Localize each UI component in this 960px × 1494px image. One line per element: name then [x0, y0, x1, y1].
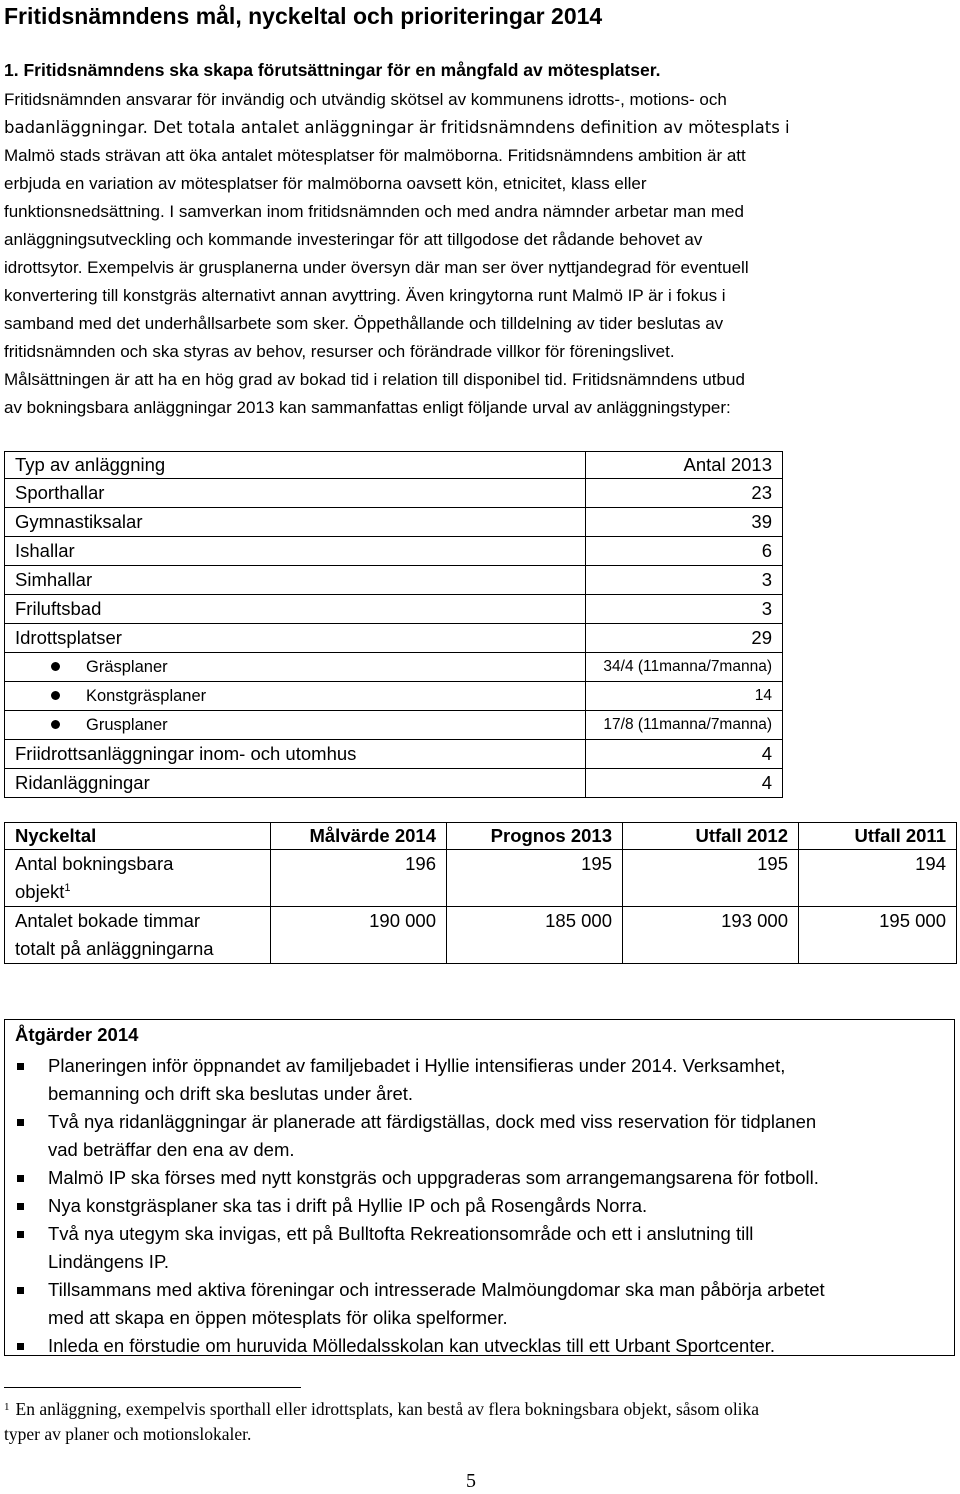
bullet-dot-icon: [51, 720, 60, 729]
kpi-value: 185 000: [447, 907, 623, 964]
kpi-table: [4, 822, 957, 964]
list-item-line: med att skapa en öppen mötesplats för olika spelformer.: [48, 1307, 508, 1328]
list-item-line: Två nya ridanläggningar är planerade att färdigställas, dock med viss reservation för tidplanen: [48, 1111, 817, 1132]
table-row: [5, 537, 783, 566]
list-item-line: Nya konstgräsplaner ska tas i drift på Hyllie IP och på Rosengårds Norra.: [48, 1195, 648, 1216]
table-row: [5, 907, 957, 964]
facility-subtype: [5, 682, 586, 711]
paragraph-line: av bokningsbara anläggningar 2013 kan sammanfattas enligt följande urval av anläggningstyper:: [4, 398, 731, 417]
facility-count: 6: [586, 537, 783, 566]
list-item: [13, 1192, 943, 1220]
table-row: [5, 595, 783, 624]
kpi-value: 195: [447, 850, 623, 907]
list-item: [13, 1052, 943, 1108]
paragraph-line: samband med det underhållsarbete som sker. Öppethållande och tilldelning av tider beslutas av: [4, 314, 724, 333]
actions-list: [13, 1052, 943, 1360]
footnote-text: En anläggning, exempelvis sporthall eller idrottsplats, kan bestå av flera bokningsbara objekt, såsom olika: [15, 1399, 760, 1419]
facility-subtype-label: Gräsplaner: [86, 658, 168, 676]
kpi-label-line: Antal bokningsbara: [15, 853, 174, 874]
list-item: [13, 1220, 943, 1276]
table-row: [5, 566, 783, 595]
footnote-ref: 1: [64, 882, 71, 894]
facility-type: Ishallar: [5, 537, 586, 566]
section-heading: 1. Fritidsnämndens ska skapa förutsättningar för en mångfald av mötesplatser.: [4, 60, 661, 80]
facility-type: Idrottsplatser: [5, 624, 586, 653]
list-item: [13, 1164, 943, 1192]
list-item-line: Tillsammans med aktiva föreningar och intresserade Malmöungdomar ska man påbörja arbetet: [48, 1279, 825, 1300]
kpi-label: [5, 907, 271, 964]
footnote-line: [4, 1397, 944, 1422]
square-bullet-icon: [17, 1203, 24, 1210]
table-header-row: [5, 452, 783, 479]
column-header-type: Typ av anläggning: [5, 452, 586, 479]
list-item-line: vad beträffar den ena av dem.: [48, 1139, 295, 1160]
facility-count: 23: [586, 479, 783, 508]
column-header-count: Antal 2013: [586, 452, 783, 479]
kpi-label-line: Antalet bokade timmar: [15, 910, 201, 931]
footnote: [4, 1397, 944, 1447]
paragraph-line: Malmö stads strävan att öka antalet mötesplatser för malmöborna. Fritidsnämndens ambition är att: [4, 146, 746, 165]
kpi-value: 194: [799, 850, 957, 907]
square-bullet-icon: [17, 1231, 24, 1238]
column-header-forecast-2013: Prognos 2013: [447, 823, 623, 850]
facility-subtype: [5, 711, 586, 740]
square-bullet-icon: [17, 1287, 24, 1294]
square-bullet-icon: [17, 1343, 24, 1350]
table-row: [5, 479, 783, 508]
facility-count: 3: [586, 566, 783, 595]
kpi-label: [5, 850, 271, 907]
kpi-value: 190 000: [271, 907, 447, 964]
kpi-value: 195 000: [799, 907, 957, 964]
paragraph-line: badanläggningar. Det totala antalet anläggningar är fritidsnämndens definition av mötesplats i: [4, 118, 790, 137]
list-item-line: Malmö IP ska förses med nytt konstgräs och uppgraderas som arrangemangsarena för fotboll.: [48, 1167, 819, 1188]
facility-count: 39: [586, 508, 783, 537]
facility-subtype-count: 14: [586, 682, 783, 711]
table-subrow: [5, 653, 783, 682]
list-item-line: Två nya utegym ska invigas, ett på Bulltofta Rekreationsområde och ett i anslutning till: [48, 1223, 754, 1244]
facility-count: 29: [586, 624, 783, 653]
page-number: 5: [466, 1470, 476, 1492]
paragraph-line: erbjuda en variation av mötesplatser för malmöborna oavsett kön, etnicitet, klass eller: [4, 174, 647, 193]
facility-subtype: [5, 653, 586, 682]
facility-type: Simhallar: [5, 566, 586, 595]
kpi-label-line: totalt på anläggningarna: [15, 938, 214, 959]
bullet-dot-icon: [51, 662, 60, 671]
kpi-label-line: objekt: [15, 881, 65, 902]
table-header-row: [5, 823, 957, 850]
list-item: [13, 1332, 943, 1360]
facility-type: Sporthallar: [5, 479, 586, 508]
table-subrow: [5, 682, 783, 711]
footnote-line: typer av planer och motionslokaler.: [4, 1424, 252, 1444]
paragraph-line: idrottsytor. Exempelvis är grusplanerna under översyn där man ser över nyttjandegrad för eventuell: [4, 258, 749, 277]
paragraph-line: funktionsnedsättning. I samverkan inom fritidsnämnden och med andra nämnder arbetar man med: [4, 202, 744, 221]
list-item: [13, 1276, 943, 1332]
list-item-line: bemanning och drift ska beslutas under året.: [48, 1083, 414, 1104]
column-header-target-2014: Målvärde 2014: [271, 823, 447, 850]
footnote-mark: 1: [4, 1401, 10, 1413]
facility-type: Ridanläggningar: [5, 769, 586, 798]
paragraph-line: fritidsnämnden och ska styras av behov, resurser och förändrade villkor för föreningslivet.: [4, 342, 675, 361]
facility-count: 4: [586, 740, 783, 769]
table-subrow: [5, 711, 783, 740]
footnote-separator: [4, 1387, 301, 1388]
kpi-value: 196: [271, 850, 447, 907]
list-item-line: Planeringen inför öppnandet av familjebadet i Hyllie intensifieras under 2014. Verksamhet,: [48, 1055, 786, 1076]
facility-type: Friidrottsanläggningar inom- och utomhus: [5, 740, 586, 769]
table-row: [5, 850, 957, 907]
table-row: [5, 508, 783, 537]
facilities-table: [4, 451, 783, 798]
paragraph-line: anläggningsutveckling och kommande investeringar för att tillgodose det rådande behovet av: [4, 230, 703, 249]
actions-title: Åtgärder 2014: [15, 1024, 139, 1045]
list-item-line: Inleda en förstudie om huruvida Mölledalsskolan kan utvecklas till ett Urbant Sportcenter.: [48, 1335, 776, 1356]
paragraph-line: Målsättningen är att ha en hög grad av bokad tid i relation till disponibel tid. Fritidsnämndens utbud: [4, 370, 745, 389]
facility-type: Friluftsbad: [5, 595, 586, 624]
square-bullet-icon: [17, 1063, 24, 1070]
section-paragraph: [4, 86, 954, 422]
list-item-line: Lindängens IP.: [48, 1251, 170, 1272]
facility-count: 3: [586, 595, 783, 624]
square-bullet-icon: [17, 1119, 24, 1126]
list-item: [13, 1108, 943, 1164]
square-bullet-icon: [17, 1175, 24, 1182]
table-row: [5, 624, 783, 653]
paragraph-line: Fritidsnämnden ansvarar för invändig och utvändig skötsel av kommunens idrotts-, motions- och: [4, 90, 727, 109]
column-header-outcome-2011: Utfall 2011: [799, 823, 957, 850]
facility-type: Gymnastiksalar: [5, 508, 586, 537]
facility-count: 4: [586, 769, 783, 798]
table-row: [5, 740, 783, 769]
paragraph-line: konvertering till konstgräs alternativt annan avyttring. Även kringytorna runt Malmö IP är i fokus i: [4, 286, 726, 305]
facility-subtype-count: 17/8 (11manna/7manna): [586, 711, 783, 740]
table-row: [5, 769, 783, 798]
page-title: Fritidsnämndens mål, nyckeltal och prioriteringar 2014: [4, 3, 603, 29]
actions-box: [4, 1019, 955, 1356]
column-header-kpi: Nyckeltal: [5, 823, 271, 850]
column-header-outcome-2012: Utfall 2012: [623, 823, 799, 850]
bullet-dot-icon: [51, 691, 60, 700]
facility-subtype-label: Grusplaner: [86, 716, 168, 734]
kpi-value: 195: [623, 850, 799, 907]
kpi-value: 193 000: [623, 907, 799, 964]
facility-subtype-count: 34/4 (11manna/7manna): [586, 653, 783, 682]
facility-subtype-label: Konstgräsplaner: [86, 687, 207, 705]
